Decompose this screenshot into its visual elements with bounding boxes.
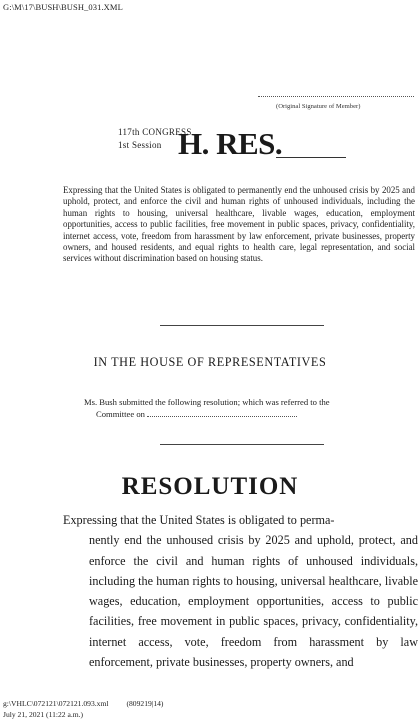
resolution-number-blank bbox=[276, 157, 346, 158]
body-continued: nently end the unhoused crisis by 2025 and uphold, protect, and enforce the civil and human rights of unhoused individuals, including the human rights to housing, universal healthcare, livable wages, education, employment opportunities, access to public facilities, free movement in public spaces, privacy, confidentiality, internet access, vote, freedom from harassment by law enforcement, private businesses, property owners, and bbox=[89, 533, 418, 670]
resolution-id: H. RES. bbox=[178, 126, 283, 161]
resolution-body bbox=[63, 510, 418, 672]
divider bbox=[160, 325, 324, 326]
committee-label: Committee on bbox=[96, 409, 145, 419]
signature-label: (Original Signature of Member) bbox=[276, 103, 361, 110]
congress-number: 117th CONGRESS bbox=[118, 127, 192, 137]
resolution-summary: Expressing that the United States is obligated to permanently end the unhoused crisis by 2025 and uphold, protect, and enforce the civil and human rights of unhoused individuals, including the human rights to housing, universal healthcare, livable wages, education, employment opportunities, access to public facilities, free movement in public spaces, privacy, confidentiality, internet access, vote, freedom from harassment by law enforcement, private businesses, property owners, and housed residents, and equal rights to health care, legal representation, and social services without discrimination based on housing status. bbox=[63, 185, 415, 264]
footer-code: (809219|14) bbox=[126, 699, 164, 708]
signature-line bbox=[258, 96, 414, 97]
submission-line-1: Ms. Bush submitted the following resolution; which was referred to the bbox=[84, 397, 330, 407]
chamber-heading: IN THE HOUSE OF REPRESENTATIVES bbox=[93, 355, 327, 369]
committee-blank bbox=[147, 408, 297, 417]
footer-file: g:\VHLC\072121\072121.093.xml bbox=[3, 699, 109, 708]
divider bbox=[160, 444, 324, 445]
footer-file-info bbox=[3, 699, 181, 708]
resolution-heading: RESOLUTION bbox=[121, 473, 299, 500]
submission-line-2 bbox=[84, 408, 404, 420]
body-first-line: Expressing that the United States is obligated to perma- bbox=[63, 513, 335, 527]
congress-session: 1st Session bbox=[118, 140, 162, 150]
submission-statement bbox=[84, 396, 404, 420]
footer-date: July 21, 2021 (11:22 a.m.) bbox=[3, 710, 84, 719]
file-path-header: G:\M\17\BUSH\BUSH_031.XML bbox=[3, 2, 123, 12]
